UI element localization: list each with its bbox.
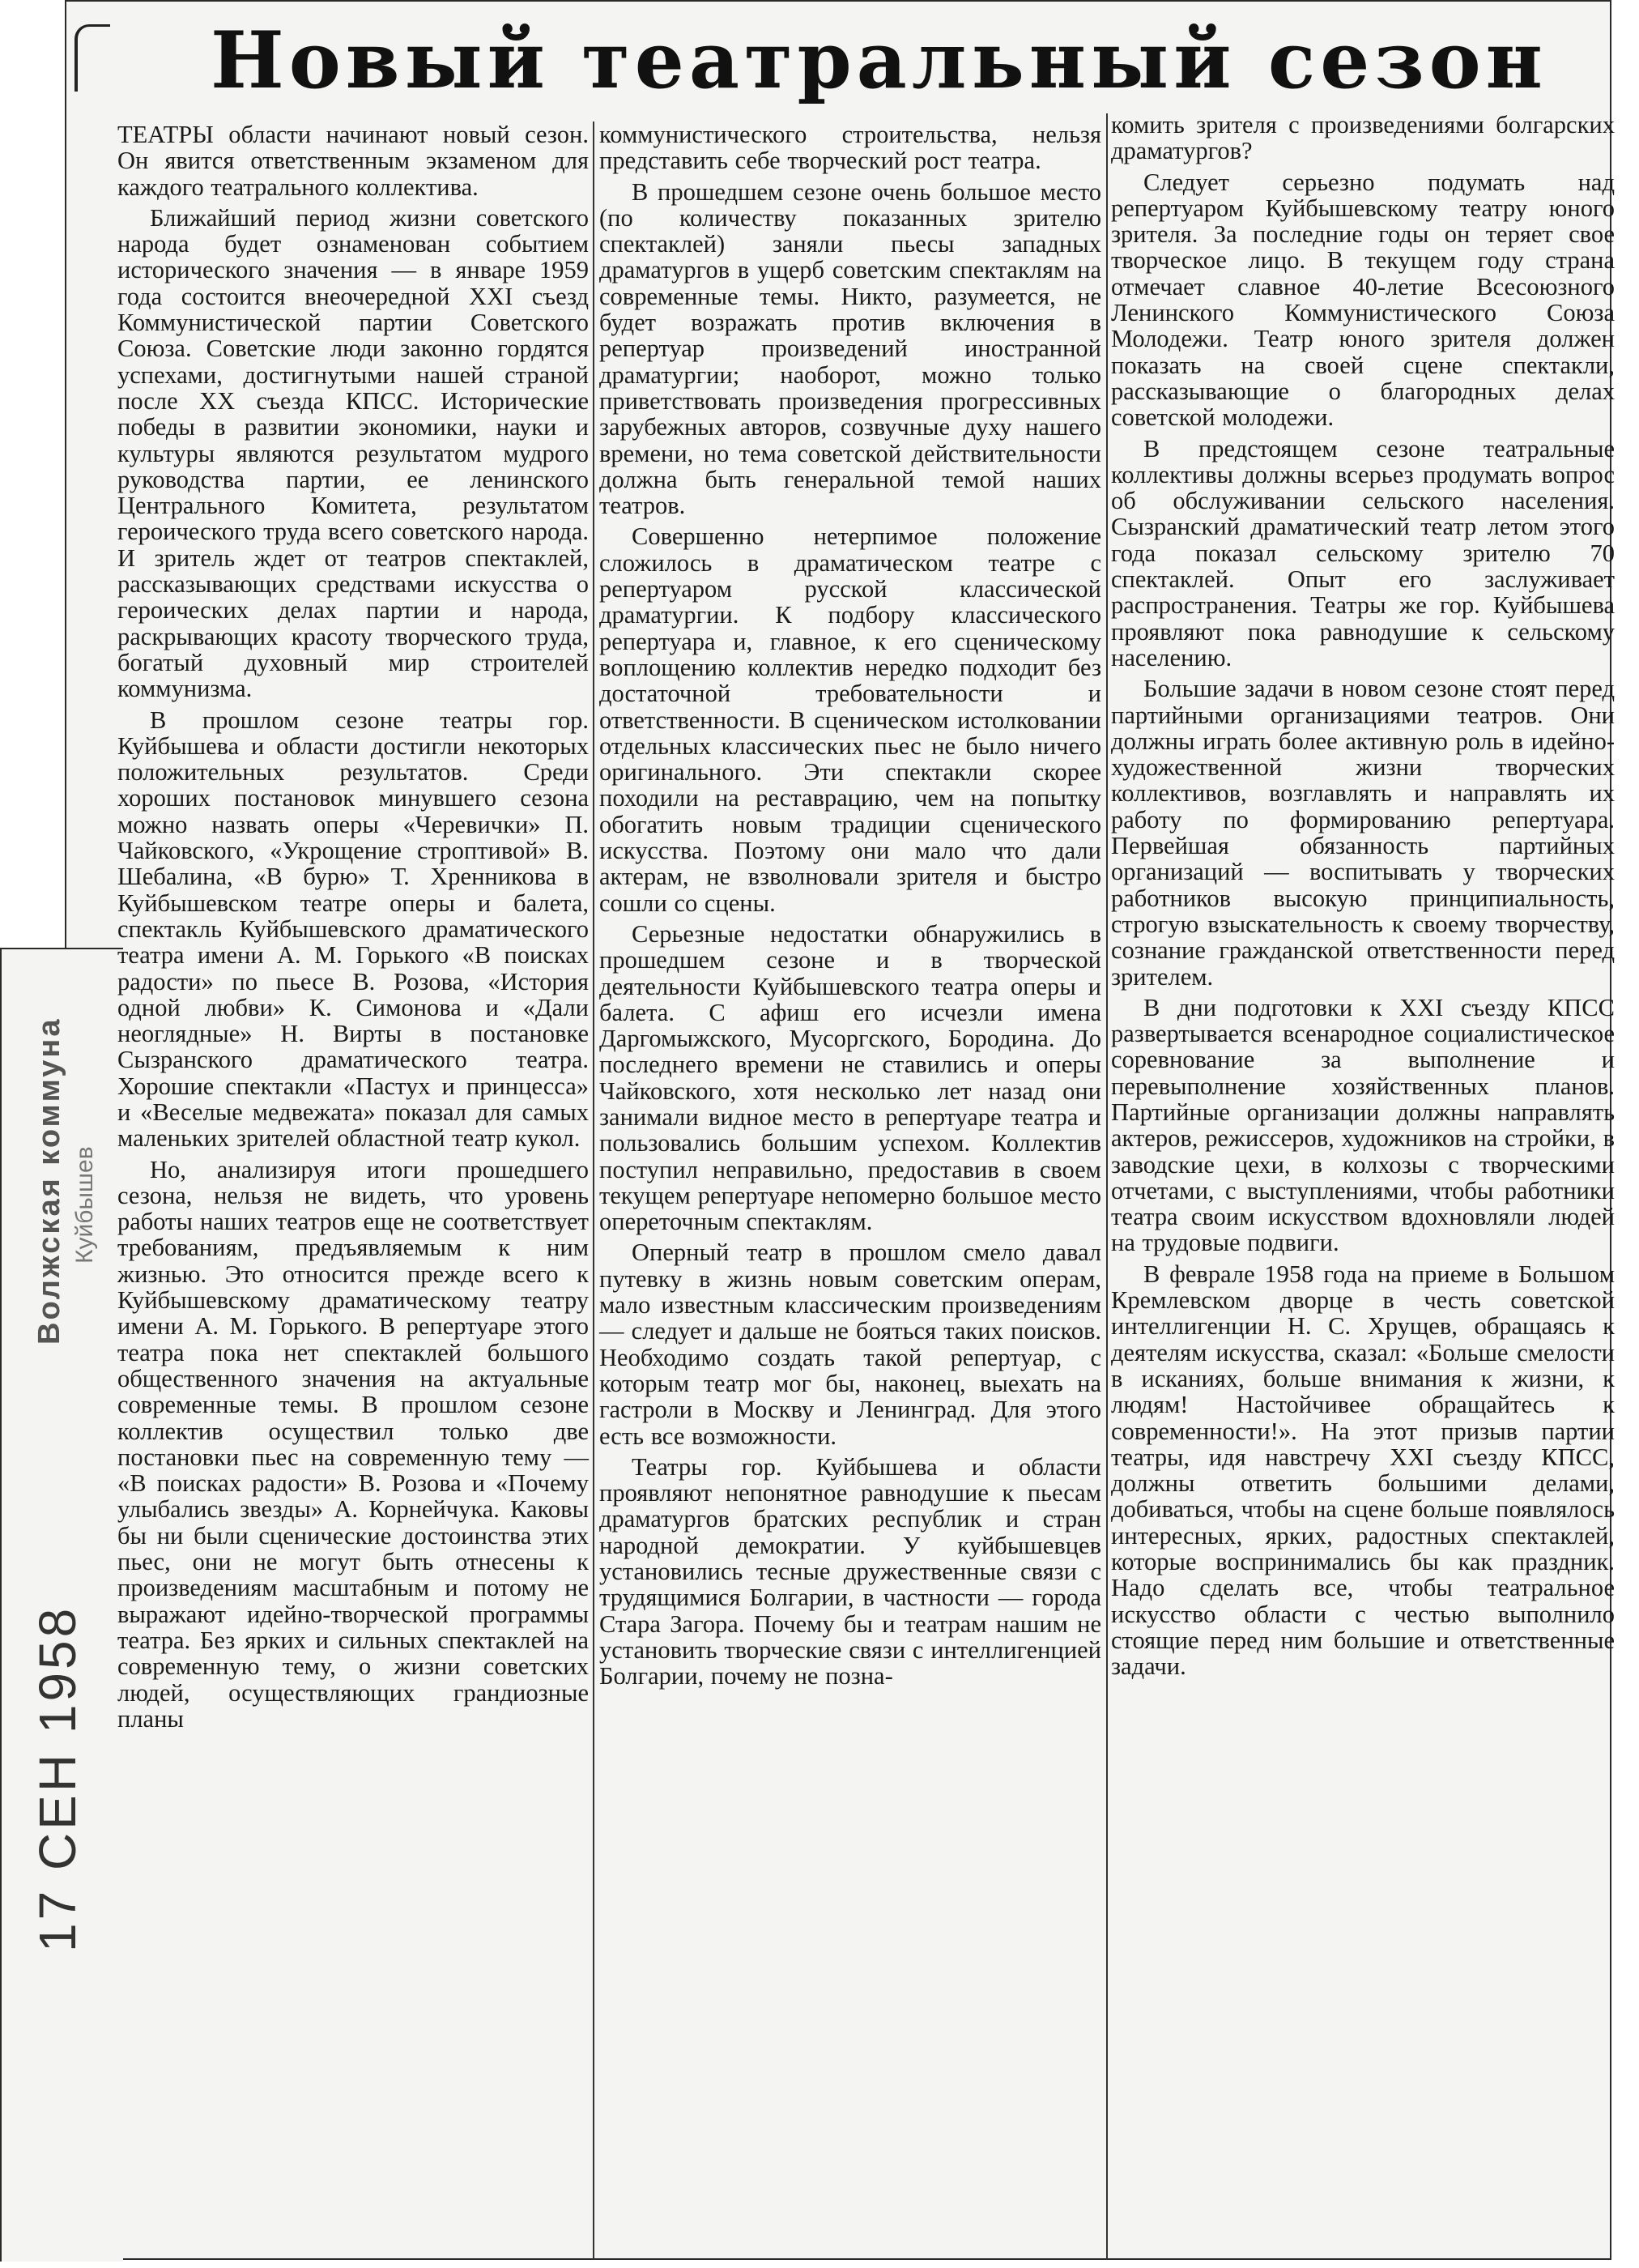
corner-pencil-mark [74, 24, 110, 92]
article-paragraph: Но, анализируя итоги прошедшего сезона, нельзя не видеть, что уровень работы наших театров еще не соответствует требованиям, предъявляемым к ним жизнью. Это относится прежде всего к Куйбышевскому драматическому театру имени А. М. Горького. В репертуаре этого театра пока нет спектаклей большого общественного значения на актуальные современные темы. В прошлом сезоне коллектив осуществил только две постановки пьес на современную тему — «В поисках радости» В. Розова и «Почему улыбались звезды» А. Корнейчука. Каковы бы ни были сценические достоинства этих пьес, они не могут быть отнесены к произведениям масштабным и потому не выражают идейно-творческой программы театра. Без ярких и сильных спектаклей на современную тему, о жизни советских людей, осуществляющих грандиозные планы [117, 1155, 589, 1733]
article-paragraph: комить зрителя с произведениями болгарских драматургов? [1111, 111, 1615, 165]
stamp-city: Куйбышев [71, 1146, 98, 1264]
article-paragraph: Театры гор. Куйбышева и области проявляют непонятное равнодушие к пьесам драматургов братских республик и стран народной демократии. У куйбышевцев установились тесные дружественные связи с трудящимися Болгарии, в частности — города Стара Загора. Почему бы и театрам нашим не установить творческие связи с интеллигенцией Болгарии, почему не позна- [599, 1452, 1101, 1690]
article-paragraph: Оперный театр в прошлом смело давал путевку в жизнь новым советским операм, мало известным классическим произведениям — следует и дальше не бояться таких поисков. Необходимо создать такой репертуар, с которым театр мог бы, наконец, выехать на гастроли в Москву и Ленинград. Для этого есть все возможности. [599, 1238, 1101, 1450]
article-column-1 [117, 122, 589, 1737]
article-paragraph: В прошедшем сезоне очень большое место (по количеству показанных зрителю спектаклей) заняли пьесы западных драматургов в ущерб советским спектаклям на современные темы. Никто, разумеется, не будет возражать против включения в репертуар произведений иностранной драматургии; наоборот, можно только приветствовать произведения прогрессивных зарубежных авторов, созвучные духу нашего времени, но тема советской действительности должна быть генеральной темой наших театров. [599, 177, 1101, 520]
article-paragraph: Совершенно нетерпимое положение сложилось в драматическом театре с репертуаром русской классической драматургии. К подбору классического репертуара и, главное, к его сценическому воплощению коллектив нередко подходит без достаточной требовательности и ответственности. В сценическом истолковании отдельных классических пьес не было ничего оригинального. Эти спектакли скорее походили на реставрацию, чем на попытку обогатить новым традиции сценического искусства. Поэтому они мало что дали актерам, не взволновали зрителя и быстро сошли со сцены. [599, 522, 1101, 917]
article-paragraph: ТЕАТРЫ области начинают новый сезон. Он явится ответственным экзаменом для каждого театрального коллектива. [117, 121, 589, 201]
article-headline: Новый театральный сезон [211, 15, 1547, 106]
article-paragraph: В предстоящем сезоне театральные коллективы должны всерьез продумать вопрос об обслуживании сельского населения. Сызранский драматический театр летом этого года показал сельскому зрителю 70 спектаклей. Опыт его заслуживает распространения. Театры же гор. Куйбышева проявляют пока равнодушие к сельскому населению. [1111, 434, 1615, 671]
article-paragraph: Большие задачи в новом сезоне стоят перед партийными организациями театров. Они должны играть более активную роль в идейно-художественной жизни творческих коллективов, возглавлять и направлять их работу по формированию репертуара. Первейшая обязанность партийных организаций — воспитывать у творческих работников высокую принципиальность, строгую взыскательность к своему творчеству, сознание гражданской ответственности перед зрителем. [1111, 675, 1615, 991]
article-paragraph: В прошлом сезоне театры гор. Куйбышева и области достигли некоторых положительных результатов. Среди хороших постановок минувшего сезона можно назвать оперы «Черевички» П. Чайковского, «Укрощение строптивой» В. Шебалина, «В бурю» Т. Хренникова в Куйбышевском театре оперы и балета, спектакль Куйбышевского драматического театра имени А. М. Горького «В поисках радости» по пьесе В. Розова, «История одной любви» К. Симонова и «Дали неоглядные» Н. Вирты в постановке Сызранского драматического театра. Хорошие спектакли «Пастух и принцесса» и «Веселые медвежата» показал для самых маленьких зрителей областной театр кукол. [117, 706, 589, 1153]
stamp-newspaper-name: Волжская коммуна [32, 1017, 66, 1345]
article-paragraph: Следует серьезно подумать над репертуаром Куйбышевскому театру юного зрителя. За последние годы он теряет свое творческое лицо. В текущем году страна отмечает славное 40-летие Всесоюзного Ленинского Коммунистического Союза Молодежи. Театр юного зрителя должен показать на своей сцене спектакли, рассказывающие о благородных делах советской молодежи. [1111, 168, 1615, 432]
article-paragraph: В дни подготовки к XXI съезду КПСС развертывается всенародное социалистическое соревнование за выполнение и перевыполнение хозяйственных планов. Партийные организации должны направлять актеров, режиссеров, художников на стройки, в заводские цехи, в колхозы с творческими отчетами, с выступлениями, чтобы работники театра своим искусством вдохновляли людей на трудовые подвиги. [1111, 993, 1615, 1257]
column-divider [593, 122, 594, 2260]
stamp-date: 17 СЕН 1958 [28, 1605, 87, 1952]
article-paragraph: Серьезные недостатки обнаружились в прошедшем сезоне и в творческой деятельности Куйбышевского театра оперы и балета. С афиш его исчезли имена Даргомыжского, Мусоргского, Бородина. До последнего времени не ставились и оперы Чайковского, хотя несколько лет назад они занимали видное место в репертуаре театра и пользовались большим успехом. Коллектив поступил неправильно, предоставив в своем текущем репертуаре непомерно большое место опереточным спектаклям. [599, 919, 1101, 1236]
article-paragraph: Ближайший период жизни советского народа будет ознаменован событием исторического значения — в январе 1959 года состоится внеочередной XXI съезд Коммунистической партии Советского Союза. Советские люди законно гордятся успехами, достигнутыми нашей страной после XX съезда КПСС. Исторические победы в развитии экономики, науки и культуры являются результатом мудрого руководства партии, ее ленинского Центрального Комитета, результатом героического труда всего советского народа. И зритель ждет от театров спектаклей, рассказывающих средствами искусства о героических делах партии и народа, раскрывающих красоту творческого труда, богатый духовный мир строителей коммунизма. [117, 203, 589, 703]
article-column-3 [1111, 112, 1615, 1685]
column-divider [1106, 113, 1108, 2260]
article-paragraph: В феврале 1958 года на приеме в Большом Кремлевском дворце в честь советской интеллигенции Н. С. Хрущев, обращаясь к деятелям искусства, сказал: «Больше смелости в исканиях, больше внимания к жизни, к людям! Настойчивее обращайтесь к современности!». На этот призыв партии театры, идя навстречу XXI съезду КПСС, должны ответить большими делами, добиваться, чтобы на сцене больше появлялось интересных, ярких, радостных спектаклей, которые воспринимались бы как праздник. Надо сделать все, чтобы театральное искусство области с честью выполнило стоящие перед ним большие и ответственные задачи. [1111, 1260, 1615, 1681]
article-column-2 [599, 122, 1101, 1695]
article-paragraph: коммунистического строительства, нельзя представить себе творческий рост театра. [599, 121, 1101, 175]
